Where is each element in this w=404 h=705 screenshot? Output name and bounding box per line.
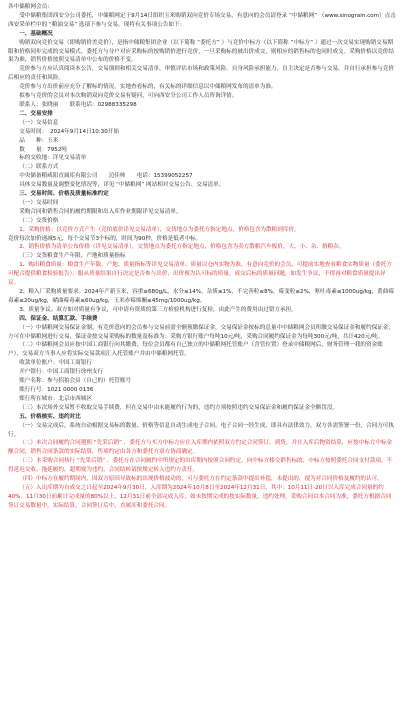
contact-line: 联系人：张晓丽 联系电话：02988335298 [19,101,137,108]
goods-quantity: 数 量：7952吨 [19,146,67,153]
contract-paragraph-3: （三）本采购合同执行 “先采后销” 。委托方在合同履约中所规定的出库期内按照合同约定，向中标方移交销售标的，中标方按照委托合同支付款项，不得延迟交收、拖延履约，超期视为违约，合同结转请按规定转入违约方责任。 [8,458,393,474]
contract-paragraph-1: （一）交易完成后，系统自动根据交易标的数量、价格等信息自动生成电子合同。电子合同一经生成，即具有法律效力。双方各需签署一份，合同方可执行。 [8,422,394,438]
deposit-paragraph-3: （三）本次场外交易暂不收取交易手续费，但在交易中由未能履约行为的，违约方须按照违约交易保证金和履约保证金全额罚没。 [19,404,339,411]
section-1-paragraph-3: 竞价参与方出价前应充分了解标的情况，实地查看标的，有关标的详细信息以中储粮网发布的清单为准。 [19,84,277,91]
trade-time: 交易时间： 2024年9月14日10:30开始 [19,128,119,135]
section-1-paragraph-1: 购销双向竞价交易（即购销价差竞价），是指中储粮集团企业（以下简称 “委托方” ）与竞价中标方（以下简称 “中标方” ）通过一次交易实现购销交易期限和价格同步完成的交易模式。委托方与分户对应采购标的按购销价进行竞价，一旦采购标的被出价成交，则相应的销售标的也同时成交。采购价格以竞价结果为准，销售价格按照交易清单中公布的价格不变。 [8,39,394,64]
trade-info-subtitle: （一）交易信息 [19,119,59,126]
deposit-paragraph-2: （二）中储粮网会员应按中国工商银行向其缴费，每位会员都有自己独立的中储粮网托管账户（含管位置）登录中储粮网后，财务管理一我的资金账户），交易双方当事人应将实际交易款项汇入托管账户并由中储粮网托管。 [8,342,383,358]
account-number: 账行行号：1021 0000 0136 [19,386,94,393]
section-4-title: 四、保证金、结算汇款、手续费 [19,315,98,322]
section-1-paragraph-4: 拟参与竞价的会员对本次购销双向竞价交易有疑问，可向西安分公司工作人员咨询详情。 [19,93,238,100]
quality-paragraph-3: 3、质量争议。双方如对质量有争议，可申请有资质的第三方检验机构进行复检，由此产生的费用由过错方承担。 [19,306,297,313]
price-subtitle: （二）交货价格 [19,217,59,224]
quality-paragraph-1: 1、购出粮食质量：粮食生产年限、产地、质量指标等详见交易清单。质量以仓内实物为准，有意向竞价的会员，可提前实地查看粮食实物质量（委托方可配合提供粮食检验报告），服从质量结果自行决定是否参与出价，出价视为认可标的质量，成交后标的质量问题，如发生争议，不得再对粮食质量提出异议。 [8,262,392,287]
trade-time-paragraph: 采购合同和销售合同的履约期限和出入库作业期限详见交易清单。 [19,208,182,215]
quality-subtitle: （三）交货粮食生产年限、产地和质量指标 [19,253,126,260]
greeting: 各中储粮网会员： [8,4,53,10]
account-city: 账行所在城市：北京市西城区 [19,395,92,402]
section-2-title: 二、交易安排 [19,110,53,117]
contract-paragraph-5: （五）入出库期为自成交之日起至2024年9月30日，入库期为2024年10月8日至2024年12月31日。其中：10月11日-20日以入库完成合同量的约40%，11月30日前累计完成量的80%以上，12月31日前全部完成入库，如未按期完成的按实际数量，违约处理。采购合同以本合同为准，委托方根据合同签订交易数量中，实际结算，合同签订后中，直属库和委托合同。 [8,484,392,509]
section-2-detail: 具体交易数量及调整变化情况等，详见 “中储粮网” 网站相对交易公告、交易清单。 [19,182,225,189]
purchase-price-paragraph: 1、采购价格：以竞价方式产生（竞拍底价详见交易清单），交货地点为委托方指定地点，价格包含为散粮到库价。 [19,226,300,233]
sale-price-paragraph: 2、销售价格为清单公布价格（详见交易清单），交货地点为委托方指定地点，价格包含为卖方散粮汽车板价，大、小、杂、熔粮杂。 [19,244,345,251]
account-name: 账户名称：参与招拍会员（自己的）托管账号 [19,378,132,385]
contact-subtitle: （二）联系方式 [19,164,59,171]
section-5-title: 五、价格核实、违约对比 [19,413,81,420]
quality-paragraph-2: 2、粮入厂采购质量要求。2024年产新玉米，容重≥680g/L，水分≤14%，杂质≤1%，不完善粒≤8%，霉变粒≤2%，呕吐毒素≤1000ug/kg，黄曲霉毒素≤20ug/kg，赭曲霉毒素≤60ug/kg，玉米赤霉烯酮≤45mg/1000ug/kg。 [8,289,394,304]
delivery-location: 标的交收地：详见交易清单 [19,155,87,162]
trade-time-subtitle: （一）交易时间 [19,199,59,206]
contract-paragraph-4: （四）中标方在履约期间内，因双方原因导致标的出现价格波动的，可与委托方在约定条款中提出补偿，未提出的，视为对合同价格及履约的认可。 [19,476,383,483]
section-1-title: 一、基础概况 [19,30,53,37]
price-note: 竞价每次加价递减5元，每个交易节3个标的，时间为90秒，价格是低者中标。 [8,235,202,242]
section-1-paragraph-2: 竞价参与方应认真阅读本公告，交易细则和相关交易清单，审慎评估市场和政策风险、自身风险承担能力，自主决定是否参与交易，并自行承担参与竞价后相应的责任和风险。 [8,66,394,82]
contract-paragraph-2: （二）本次合同履约合同遵照 “先采后销” ，委托方与买方中标方应在入库期内依照双方约定合同签订、到货，并在入库后物资结算，应按中标方中标金额合同，销售合同条款的实际结算，售项约定由各方和委托方双方协商确定。 [8,440,393,456]
section-3-title: 三、交易时间、价格及质量标准约定 [19,191,109,198]
deposit-paragraph-1: （一）中储粮网交易保证金制。有竞价意向的会员参与交易前需全额预缴保证金，交易保证金按标的总量中中储粮网会员所缴交易保证金和履约保证金，方可在中储粮网进行交易，保证金按交易采购标的数量及标准为：采购方银行账户每吨10元/吨，采购合同履约保证金为每吨300元/吨，共计420元/吨。 [8,324,394,340]
contact-company: 中央储备粮咸阳直属库有限公司 边佳帅 电话：15399052257 [19,173,193,180]
intro-paragraph: 受中储粮集团西安分公司委托，中储粮网定于9月14日组织玉米购销双向竞价专场交易，有意向的会员请登录 “中储粮网” （www.sinograin.com）点击西安采单栏中的 “粮油交易” 选项下参与交易。现将有关事项公告如下： [8,12,396,28]
account-bank: 开户银行：中国工商银行徐州支行 [19,369,104,376]
account-label: 收款单位账户：中国工商银行 [19,360,92,367]
goods-variety: 品 种：玉米 [19,137,59,144]
